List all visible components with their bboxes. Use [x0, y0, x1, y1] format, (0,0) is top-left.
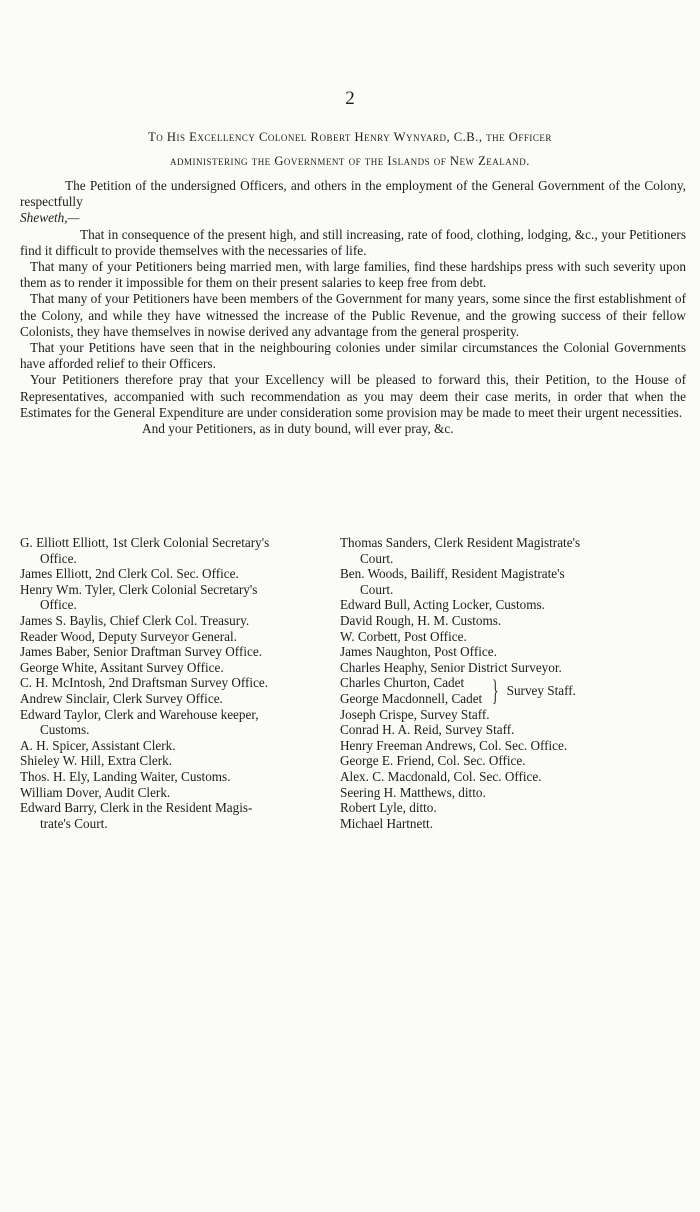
signature-entry [340, 660, 690, 676]
signature-line: Ben. Woods, Bailiff, Resident Magistrate's [340, 566, 565, 582]
signature-entry: George Macdonnell, Cadet [340, 690, 483, 706]
paragraph-5: Your Petitioners therefore pray that your Excellency will be pleased to forward this, their Petition, to the House of Representatives, accompanied with such recommendation as you may deem their case merits, in order that when the Estimates for the General Expenditure are under consideration some provision may be made to meet their urgent necessities. [20, 372, 686, 420]
signature-entry [20, 535, 340, 566]
signature-entry [340, 613, 690, 629]
signature-entry [340, 816, 690, 832]
signature-line: Charles Heaphy, Senior District Surveyor. [340, 659, 562, 675]
signature-line: George E. Friend, Col. Sec. Office. [340, 753, 526, 769]
signature-line: Shieley W. Hill, Extra Clerk. [20, 753, 173, 769]
page-number: 2 [345, 88, 355, 109]
signature-line: Joseph Crispe, Survey Staff. [340, 706, 490, 722]
paragraph-1: That in consequence of the present high, and still increasing, rate of food, clothing, lodging, &c., your Petitioners find it difficult to provide themselves with the necessaries of life. [20, 226, 686, 258]
paragraph-4: That your Petitions have seen that in the neighbouring colonies under similar circumstances the Colonial Governments have afforded relief to their Officers. [20, 340, 686, 372]
signature-line: Robert Lyle, ditto. [340, 800, 437, 816]
signatures-left-column [20, 535, 340, 831]
brace-icon: } [492, 673, 499, 707]
signature-continuation: Court. [360, 550, 394, 566]
signature-line: George White, Assitant Survey Office. [20, 659, 224, 675]
signature-continuation: Customs. [40, 722, 90, 738]
signature-line: A. H. Spicer, Assistant Clerk. [20, 737, 176, 753]
signature-entry [20, 707, 340, 738]
signature-entry [340, 707, 690, 723]
signature-entry [340, 722, 690, 738]
signature-entry [340, 738, 690, 754]
signature-line: James Elliott, 2nd Clerk Col. Sec. Office. [20, 566, 239, 582]
signature-line: G. Elliott Elliott, 1st Clerk Colonial Secretary's [20, 535, 270, 550]
heading-line-1: To His Excellency Colonel Robert Henry Wynyard, C.B., the Officer [148, 130, 552, 144]
signature-entry [340, 644, 690, 660]
signature-entry [20, 644, 340, 660]
petition-heading [30, 125, 670, 173]
paragraph-3: That many of your Petitioners have been members of the Government for many years, some since the first establishment of the Colony, and while they have witnessed the increase of the Public Revenue, and the growing success of their fellow Colonists, they have themselves in nowise derived any advantage from the general prosperity. [20, 291, 686, 339]
signature-entry [20, 753, 340, 769]
signature-entry [20, 613, 340, 629]
signature-entry [340, 785, 690, 801]
signature-entry [20, 629, 340, 645]
signature-line: Michael Hartnett. [340, 815, 434, 831]
signature-entry [20, 582, 340, 613]
signature-entry [20, 675, 340, 691]
signatures [20, 535, 690, 831]
paragraph-2: That many of your Petitioners being married men, with large families, find these hardships press with such severity upon them as to render it impossible for them on their present salaries to keep free from debt. [20, 259, 686, 291]
signature-entry [340, 597, 690, 613]
intro-paragraph: The Petition of the undersigned Officers, and others in the employment of the General Government of the Colony, respectfully [20, 178, 686, 210]
petition-body [20, 178, 686, 437]
signature-line: Edward Barry, Clerk in the Resident Magis- [20, 800, 253, 816]
signature-entry [340, 769, 690, 785]
bracket-names [340, 675, 482, 706]
signature-continuation: Office. [40, 550, 77, 566]
bracket-label: Survey Staff. [506, 683, 576, 699]
signature-continuation: Court. [360, 581, 394, 597]
signature-line: C. H. McIntosh, 2nd Draftsman Survey Office. [20, 675, 269, 691]
signature-entry [20, 738, 340, 754]
signature-continuation: Office. [40, 597, 77, 613]
signature-entry [20, 566, 340, 582]
signature-entry [20, 691, 340, 707]
signature-line: Thomas Sanders, Clerk Resident Magistrate's [340, 535, 581, 550]
signature-entry [20, 769, 340, 785]
signature-entry [20, 800, 340, 831]
signature-line: Henry Wm. Tyler, Clerk Colonial Secretary's [20, 581, 258, 597]
signature-continuation: trate's Court. [40, 815, 108, 831]
signatures-right-bottom [340, 707, 690, 832]
signature-line: Edward Bull, Acting Locker, Customs. [340, 597, 545, 613]
signature-line: James Naughton, Post Office. [340, 644, 497, 660]
closing-line: And your Petitioners, as in duty bound, will ever pray, &c. [142, 421, 454, 437]
signature-line: William Dover, Audit Clerk. [20, 784, 171, 800]
signature-line: Conrad H. A. Reid, Survey Staff. [340, 722, 515, 738]
sheweth-line: Sheweth,— [20, 210, 80, 226]
survey-staff-bracket-group [340, 675, 690, 706]
signature-line: Thos. H. Ely, Landing Waiter, Customs. [20, 768, 231, 784]
signature-line: David Rough, H. M. Customs. [340, 612, 502, 628]
signatures-right-column [340, 535, 690, 831]
signature-entry: Charles Churton, Cadet [340, 675, 465, 691]
signature-line: Andrew Sinclair, Clerk Survey Office. [20, 690, 223, 706]
heading-line-2: administering the Government of the Islands of New Zealand. [170, 154, 530, 168]
signature-entry [20, 660, 340, 676]
signature-entry [340, 753, 690, 769]
signature-line: Henry Freeman Andrews, Col. Sec. Office. [340, 737, 568, 753]
signature-line: Seering H. Matthews, ditto. [340, 784, 486, 800]
signatures-right-top [340, 535, 690, 675]
signature-entry [340, 800, 690, 816]
signature-entry [340, 566, 690, 597]
signature-line: James Baber, Senior Draftman Survey Office. [20, 644, 263, 660]
signature-entry [20, 785, 340, 801]
signature-line: James S. Baylis, Chief Clerk Col. Treasury. [20, 612, 250, 628]
signature-line: Reader Wood, Deputy Surveyor General. [20, 628, 237, 644]
signature-entry [340, 629, 690, 645]
signature-line: Alex. C. Macdonald, Col. Sec. Office. [340, 768, 542, 784]
signature-line: Edward Taylor, Clerk and Warehouse keeper, [20, 706, 259, 722]
signature-line: W. Corbett, Post Office. [340, 628, 467, 644]
signature-entry [340, 535, 690, 566]
